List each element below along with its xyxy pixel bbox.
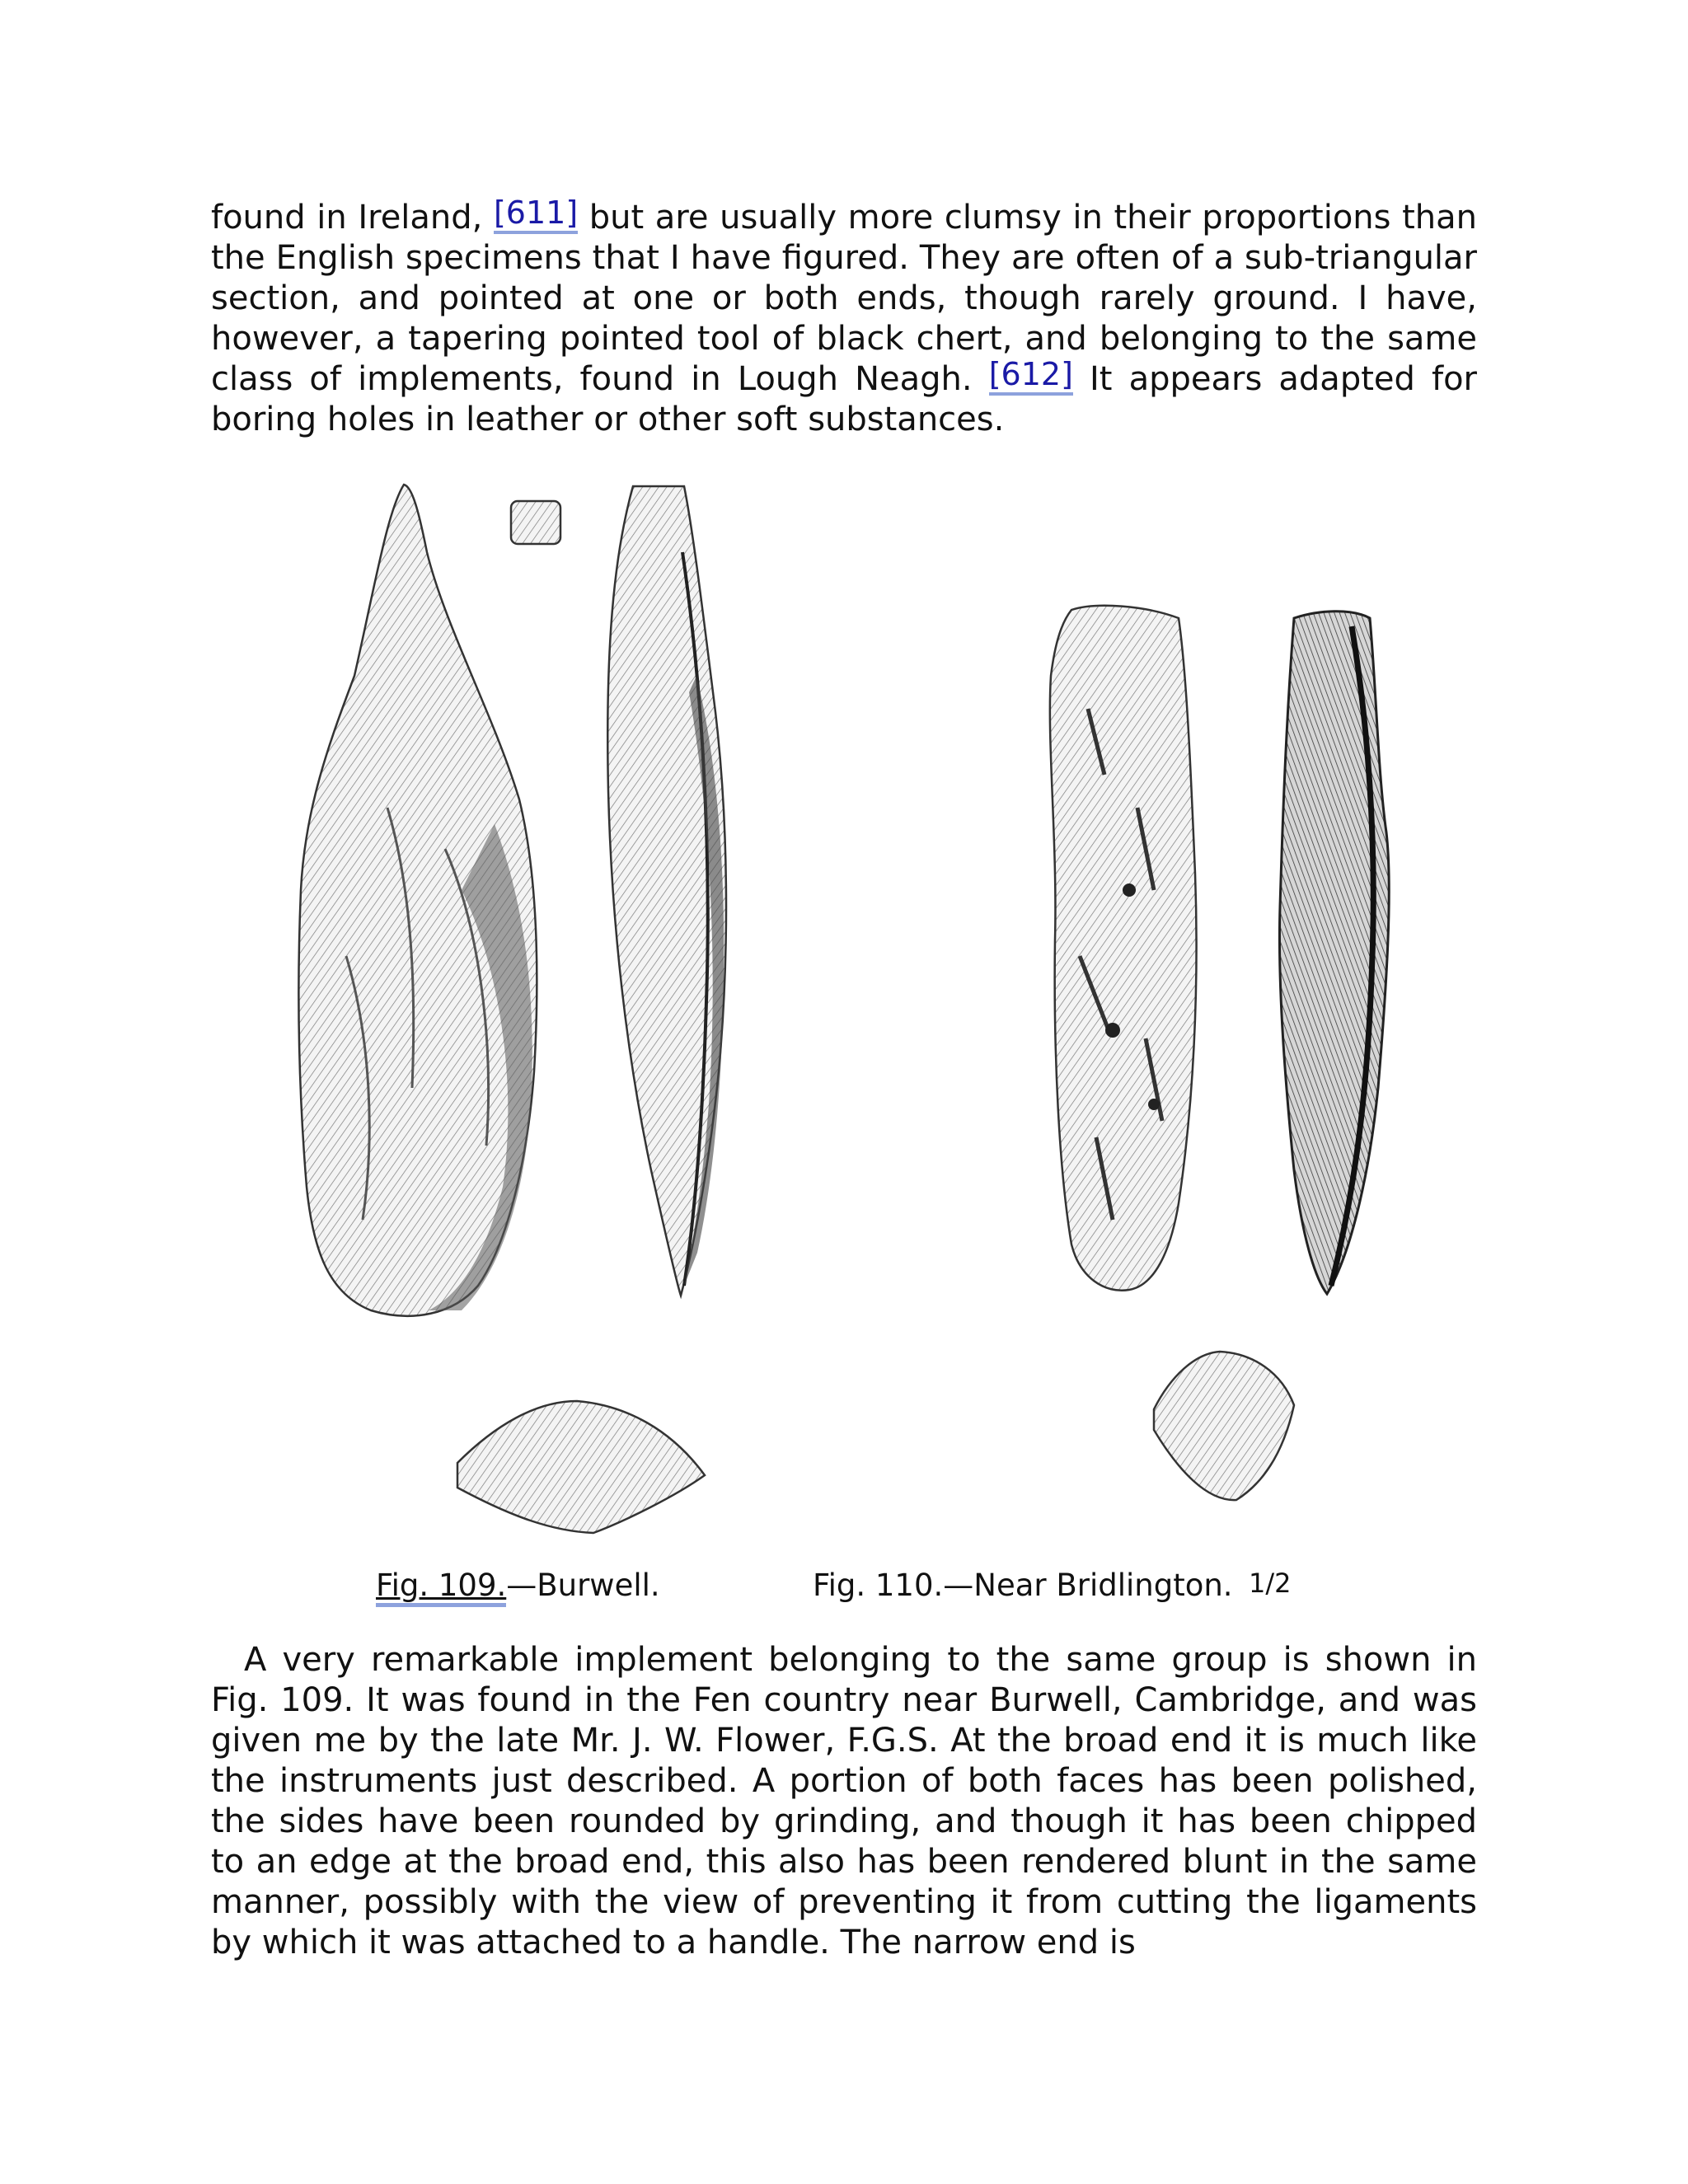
footnote-link-611[interactable]: [611] xyxy=(494,194,578,234)
text-segment: found in Ireland, xyxy=(211,199,494,237)
fig110-side-view xyxy=(1279,612,1389,1294)
text-segment: but are usually more clumsy in their proportions than the English specimens that I have figured. They are often of a sub-triangular section, and pointed at one or both ends, though rarely ground. I have, however, a tapering pointed tool of black chert, and belonging to the same class of implements, found in Lough Neagh. xyxy=(211,199,1477,398)
fig109-side-view xyxy=(607,486,726,1296)
scale-label: 1/2 xyxy=(1249,1568,1292,1599)
fig109-small-section xyxy=(511,501,560,544)
fig110-caption: Fig. 110.—Near Bridlington. xyxy=(813,1568,1233,1603)
fig110-cross-section xyxy=(1154,1352,1294,1500)
text-segment: It appears adapted for boring holes in leather or other soft substances. xyxy=(211,360,1477,438)
fig109-cross-section xyxy=(457,1401,705,1533)
fig110-front-view xyxy=(1050,606,1197,1291)
fig109-caption xyxy=(376,1568,660,1603)
flint-implements-illustration xyxy=(0,462,1688,1566)
paragraph-bottom: A very remarkable implement belonging to the same group is shown in Fig. 109. It was found in the Fen country near Burwell, Cambridge, and was given me by the late Mr. J. W. Flower, F.G.S. At the broad end it is much like the instruments just described. A portion of both faces has been polished, the sides have been rounded by grinding, and though it has been chipped to an edge at the broad end, this also has been rendered blunt in the same manner, possibly with the view of preventing it from cutting the ligaments by which it was attached to a handle. The narrow end is xyxy=(211,1641,1477,1961)
paragraph-top xyxy=(211,194,1477,440)
fig109-caption-text: —Burwell. xyxy=(506,1568,660,1603)
fig109-front-view xyxy=(298,485,537,1316)
footnote-link-612[interactable]: [612] xyxy=(989,356,1073,396)
fig109-link[interactable]: Fig. 109. xyxy=(376,1568,506,1607)
